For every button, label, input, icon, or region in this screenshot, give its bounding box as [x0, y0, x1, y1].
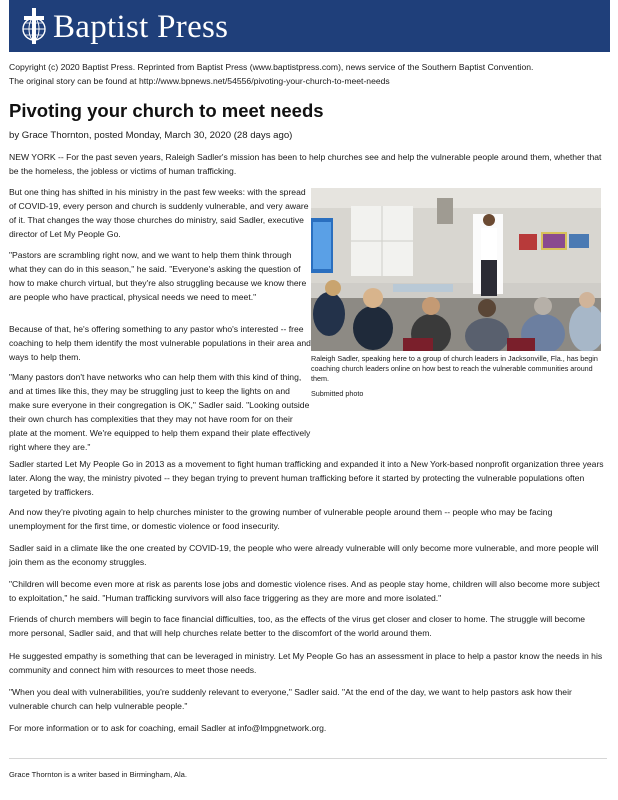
article-paragraph: Because of that, he's offering something to any pastor who's interested -- free coaching to help them identify the most vulnerable populations in their area and ways to help them.	[9, 324, 311, 362]
article-paragraph: "Many pastors don't have networks who can help them with this kind of thing, and at times like this, they may be struggling just to keep the lights on and make sure everyone in their congregation is OK," Sadler said. "Looking outside their own church has complexities that they may not have room for on their plate at the moment. We're equipped to help them expand their plate effectively right where they are."	[9, 372, 311, 452]
article-paragraph: And now they're pivoting again to help churches minister to the growing number of vulnerable people around them -- people who may be facing unemployment for the first time, or domestic violence or food insecurity.	[9, 507, 553, 531]
article-paragraph: Sadler started Let My People Go in 2013 as a movement to fight human trafficking and expanded it into a New York-based nonprofit organization three years later. Along the way, the ministry pivoted -- they began trying to prevent human trafficking before it started by protecting the vulnerable populations often targeted by traffickers.	[9, 459, 604, 497]
copyright-notice	[9, 60, 609, 88]
original-story-line: The original story can be found at http://www.bpnews.net/54556/pivoting-your-church-to-meet-needs	[9, 76, 390, 86]
article-title: Pivoting your church to meet needs	[9, 100, 324, 121]
cross-globe-icon	[19, 6, 49, 46]
photo-caption: Raleigh Sadler, speaking here to a group of church leaders in Jacksonville, Fla., has begin coaching church leaders online on how best to reach the vulnerable communities around them.	[311, 354, 598, 383]
copyright-line: Copyright (c) 2020 Baptist Press. Reprinted from Baptist Press (www.baptistpress.com), news service of the Southern Baptist Convention.	[9, 62, 534, 72]
article-paragraph: "When you deal with vulnerabilities, you're suddenly relevant to everyone," Sadler said. "At the end of the day, we want to help pastors ask how their vulnerable church can help vulnerable people."	[9, 687, 572, 711]
article-paragraph: But one thing has shifted in his ministry in the past few weeks: with the spread of COVID-19, every person and church is suddenly vulnerable, and very aware of it. That changes the way those churches do ministry, said Sadler, executive director of Let My People Go.	[9, 187, 309, 239]
photo-credit: Submitted photo	[311, 389, 364, 398]
article-paragraph: For more information or to ask for coaching, email Sadler at info@lmpgnetwork.org.	[9, 723, 327, 733]
masthead-banner	[9, 0, 610, 52]
article-paragraph: "Children will become even more at risk as parents lose jobs and domestic violence rises. And as people stay home, children will also become more subject to exploitation," he said. "Human trafficking survivors will also face triggering as they are more and more isolated."	[9, 579, 600, 603]
article-paragraph: He suggested empathy is something that can be leveraged in ministry. Let My People Go has an assessment in place to help a pastor know the needs in his community and connect him with resources to meet those needs.	[9, 651, 603, 675]
article-paragraph: Sadler said in a climate like the one created by COVID-19, the people who were already vulnerable will only become more vulnerable, and more people will join them as the economy struggles.	[9, 543, 599, 567]
article-paragraph: "Pastors are scrambling right now, and we want to help them think through what they can do in this season," he said. "Everyone's asking the question of how to make church virtual, but they're also struggling because we know there are people who have practical, physical needs we need to meet."	[9, 250, 307, 302]
article-photo	[311, 188, 601, 351]
article-paragraph: NEW YORK -- For the past seven years, Raleigh Sadler's mission has been to help churches see and help the vulnerable people around them, whether that be the homeless, the jobless or victims of human trafficking.	[9, 152, 602, 176]
author-bio: Grace Thornton is a writer based in Birmingham, Ala.	[9, 770, 187, 779]
photo-illustration	[311, 188, 601, 351]
masthead-logo-text: Baptist Press	[53, 8, 229, 45]
article-byline: by Grace Thornton, posted Monday, March 30, 2020 (28 days ago)	[9, 130, 293, 141]
footer-divider	[9, 758, 607, 759]
article-paragraph: Friends of church members will begin to face financial difficulties, too, as the effects of the virus get closer and closer to home. The struggle will become more personal, Sadler said, and that will help churches relate better to the discomfort of the world around them.	[9, 614, 586, 638]
